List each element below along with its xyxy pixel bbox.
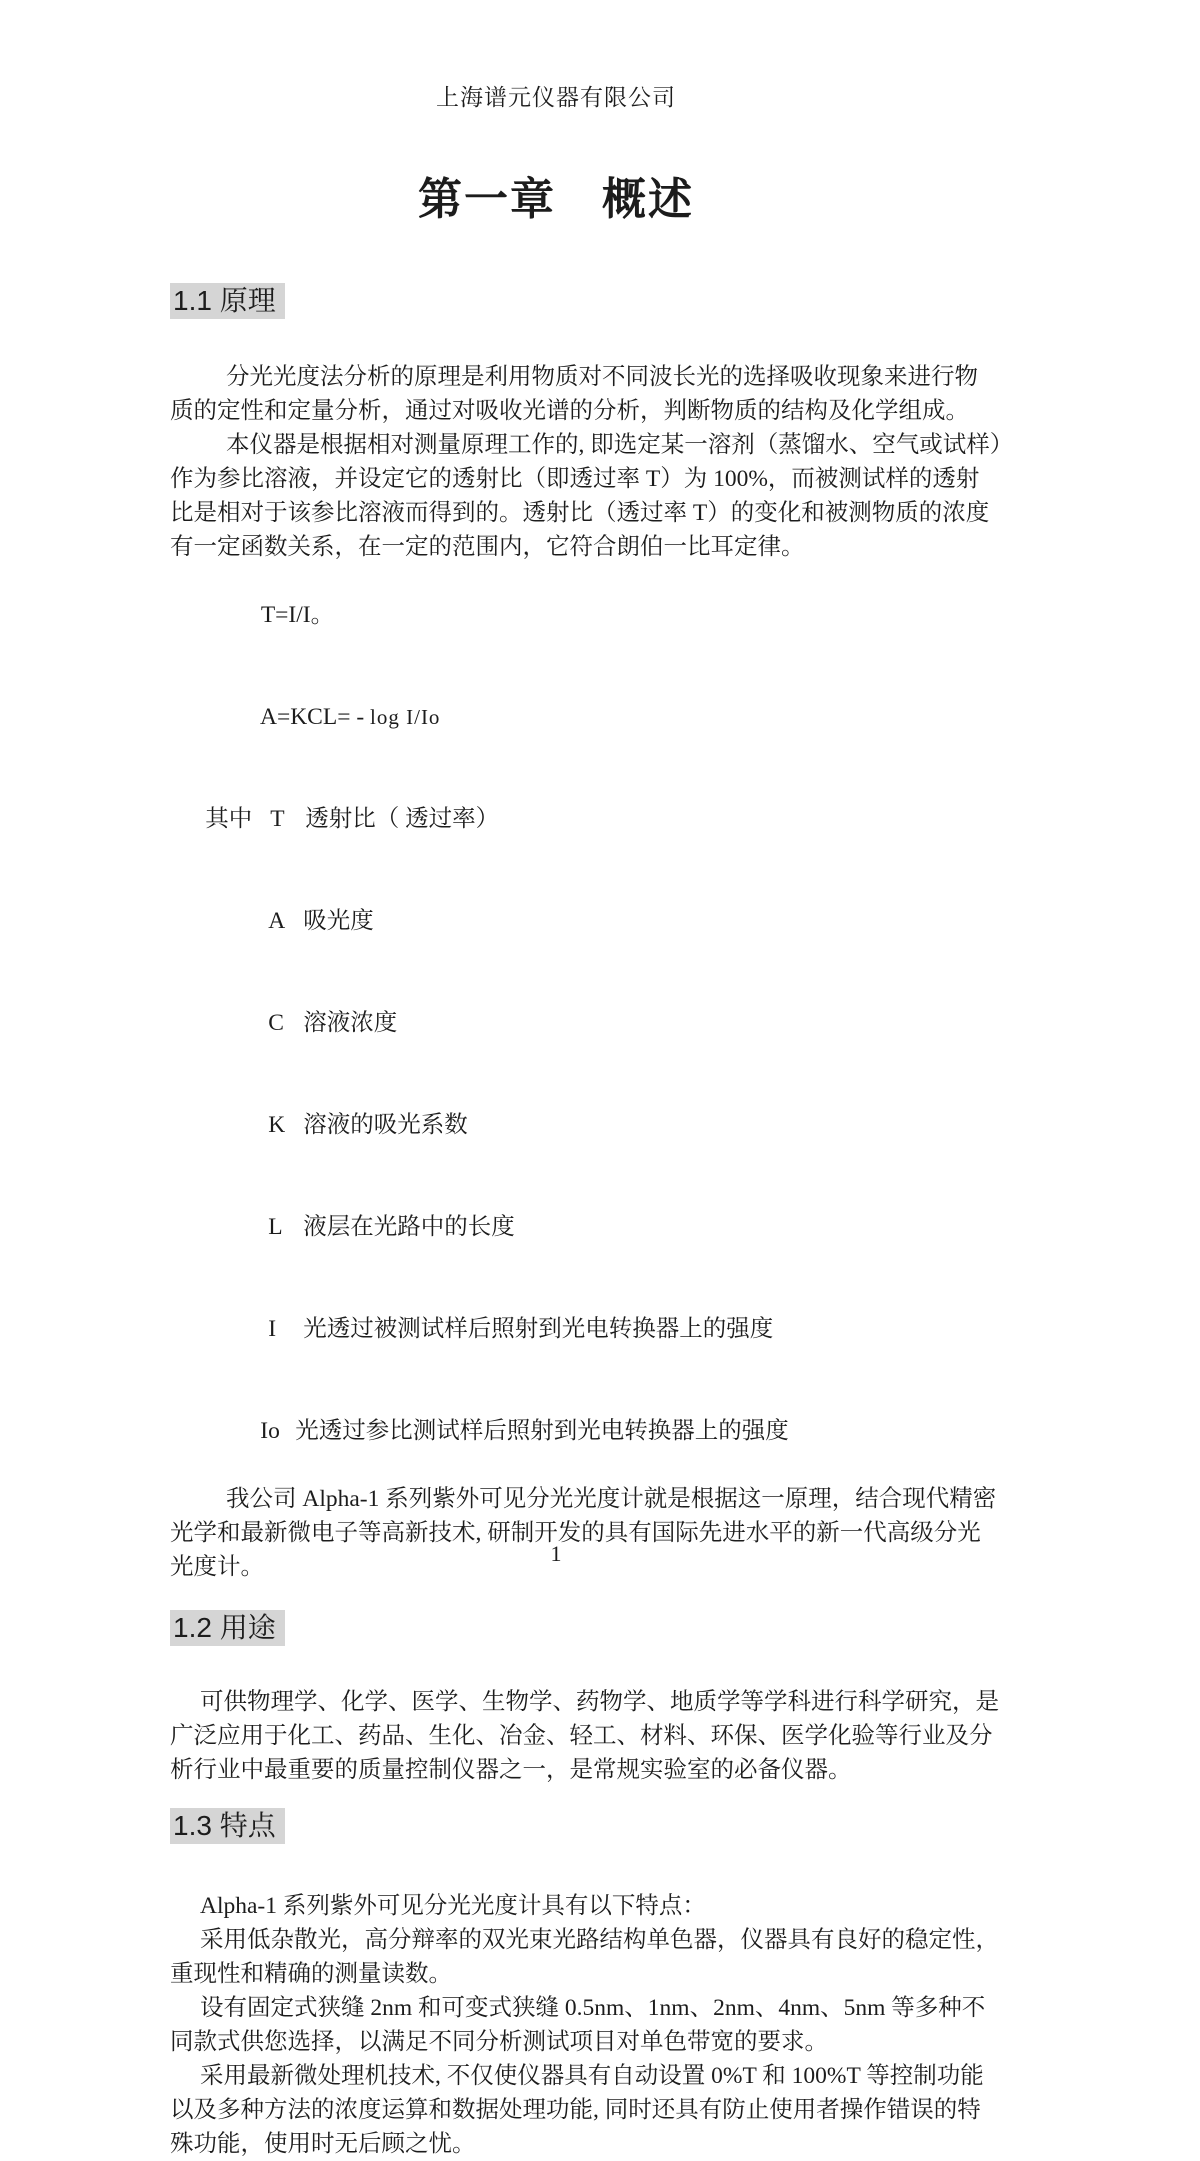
formula-text: T=I/I。 — [260, 602, 335, 628]
definition-row — [170, 870, 1040, 972]
section-heading-wrap — [170, 1610, 1040, 1646]
definition-text: 光透过被测试样后照射到光电转换器上的强度 — [303, 1316, 774, 1342]
text-line: 析行业中最重要的质量控制仪器之一，是常规实验室的必备仪器。 — [170, 1757, 852, 1783]
text-line: 我公司 Alpha-1 系列紫外可见分光光度计就是根据这一原理，结合现代精密 — [226, 1486, 997, 1512]
definition-text: 透射比（ 透过率） — [305, 806, 500, 832]
definition-text: 溶液的吸光系数 — [303, 1112, 468, 1138]
company-header: 上海谱元仪器有限公司 — [436, 85, 676, 110]
text-line: 比是相对于该参比溶液而得到的。透射比（透过率 T）的变化和被测物质的浓度 — [170, 500, 990, 526]
text-line: 作为参比溶液，并设定它的透射比（即透过率 T）为 100%，而被测试样的透射 — [170, 466, 980, 492]
chapter-title: 第一章 概述 — [418, 175, 694, 224]
definition-lead: 其中 — [205, 806, 253, 832]
definition-symbol: K — [268, 1112, 286, 1138]
text-line: Alpha-1 系列紫外可见分光光度计具有以下特点： — [200, 1893, 706, 1919]
text-line: 可供物理学、化学、医学、生物学、药物学、地质学等学科进行科学研究，是 — [200, 1689, 999, 1715]
section-heading-principle: 1.1 原理 — [170, 283, 285, 319]
definition-text: 光透过参比测试样后照射到光电转换器上的强度 — [295, 1418, 789, 1444]
definition-row — [170, 1074, 1040, 1176]
text-line: 殊功能，使用时无后顾之忧。 — [170, 2131, 476, 2157]
definition-text: 吸光度 — [303, 908, 374, 934]
definition-symbol: L — [268, 1214, 283, 1240]
definition-row — [170, 768, 1040, 870]
text-line: 广泛应用于化工、药品、生化、冶金、轻工、材料、环保、医学化验等行业及分 — [170, 1723, 993, 1749]
text-line: 采用低杂散光，高分辩率的双光束光路结构单色器，仪器具有良好的稳定性， — [200, 1927, 999, 1953]
formula-absorbance — [170, 666, 1040, 768]
text-line: 质的定性和定量分析，通过对吸收光谱的分析，判断物质的结构及化学组成。 — [170, 398, 969, 424]
definition-symbol: A — [268, 908, 286, 934]
definition-row — [170, 972, 1040, 1074]
definition-symbol: T — [270, 806, 285, 832]
page-number: 1 — [550, 1541, 562, 1566]
text-line: 重现性和精确的测量读数。 — [170, 1961, 452, 1987]
formula-text: A=KCL= - — [259, 704, 371, 730]
formula-transmittance — [170, 564, 1040, 666]
definition-symbol: Io — [260, 1418, 280, 1444]
formula-log-term: log I/Io — [370, 705, 441, 729]
definition-symbol: I — [268, 1316, 277, 1342]
definition-symbol: C — [268, 1010, 284, 1036]
text-line: 同款式供您选择，以满足不同分析测试项目对单色带宽的要求。 — [170, 2029, 828, 2055]
section-heading-wrap — [170, 283, 1040, 319]
section-heading-usage: 1.2 用途 — [170, 1610, 285, 1646]
definition-row — [170, 1278, 1040, 1380]
text-line: 光度计。 — [170, 1554, 264, 1580]
text-line: 本仪器是根据相对测量原理工作的, 即选定某一溶剂（蒸馏水、空气或试样） — [226, 432, 1014, 458]
definition-text: 液层在光路中的长度 — [303, 1214, 515, 1240]
section-heading-features: 1.3 特点 — [170, 1808, 285, 1844]
definition-row — [170, 1176, 1040, 1278]
definition-row — [170, 1380, 1040, 1482]
text-line: 有一定函数关系，在一定的范围内，它符合朗伯一比耳定律。 — [170, 534, 805, 560]
text-line: 光学和最新微电子等高新技术, 研制开发的具有国际先进水平的新一代高级分光 — [170, 1520, 981, 1546]
text-line: 分光光度法分析的原理是利用物质对不同波长光的选择吸收现象来进行物 — [226, 364, 978, 390]
section-heading-wrap — [170, 1808, 1040, 1844]
definition-text: 溶液浓度 — [303, 1010, 398, 1036]
text-line: 采用最新微处理机技术, 不仅使仪器具有自动设置 0%T 和 100%T 等控制功能 — [200, 2063, 984, 2089]
text-line: 设有固定式狭缝 2nm 和可变式狭缝 0.5nm、1nm、2nm、4nm、5nm 等多种不 — [200, 1995, 986, 2021]
text-line: 以及多种方法的浓度运算和数据处理功能, 同时还具有防止使用者操作错误的特 — [170, 2097, 981, 2123]
